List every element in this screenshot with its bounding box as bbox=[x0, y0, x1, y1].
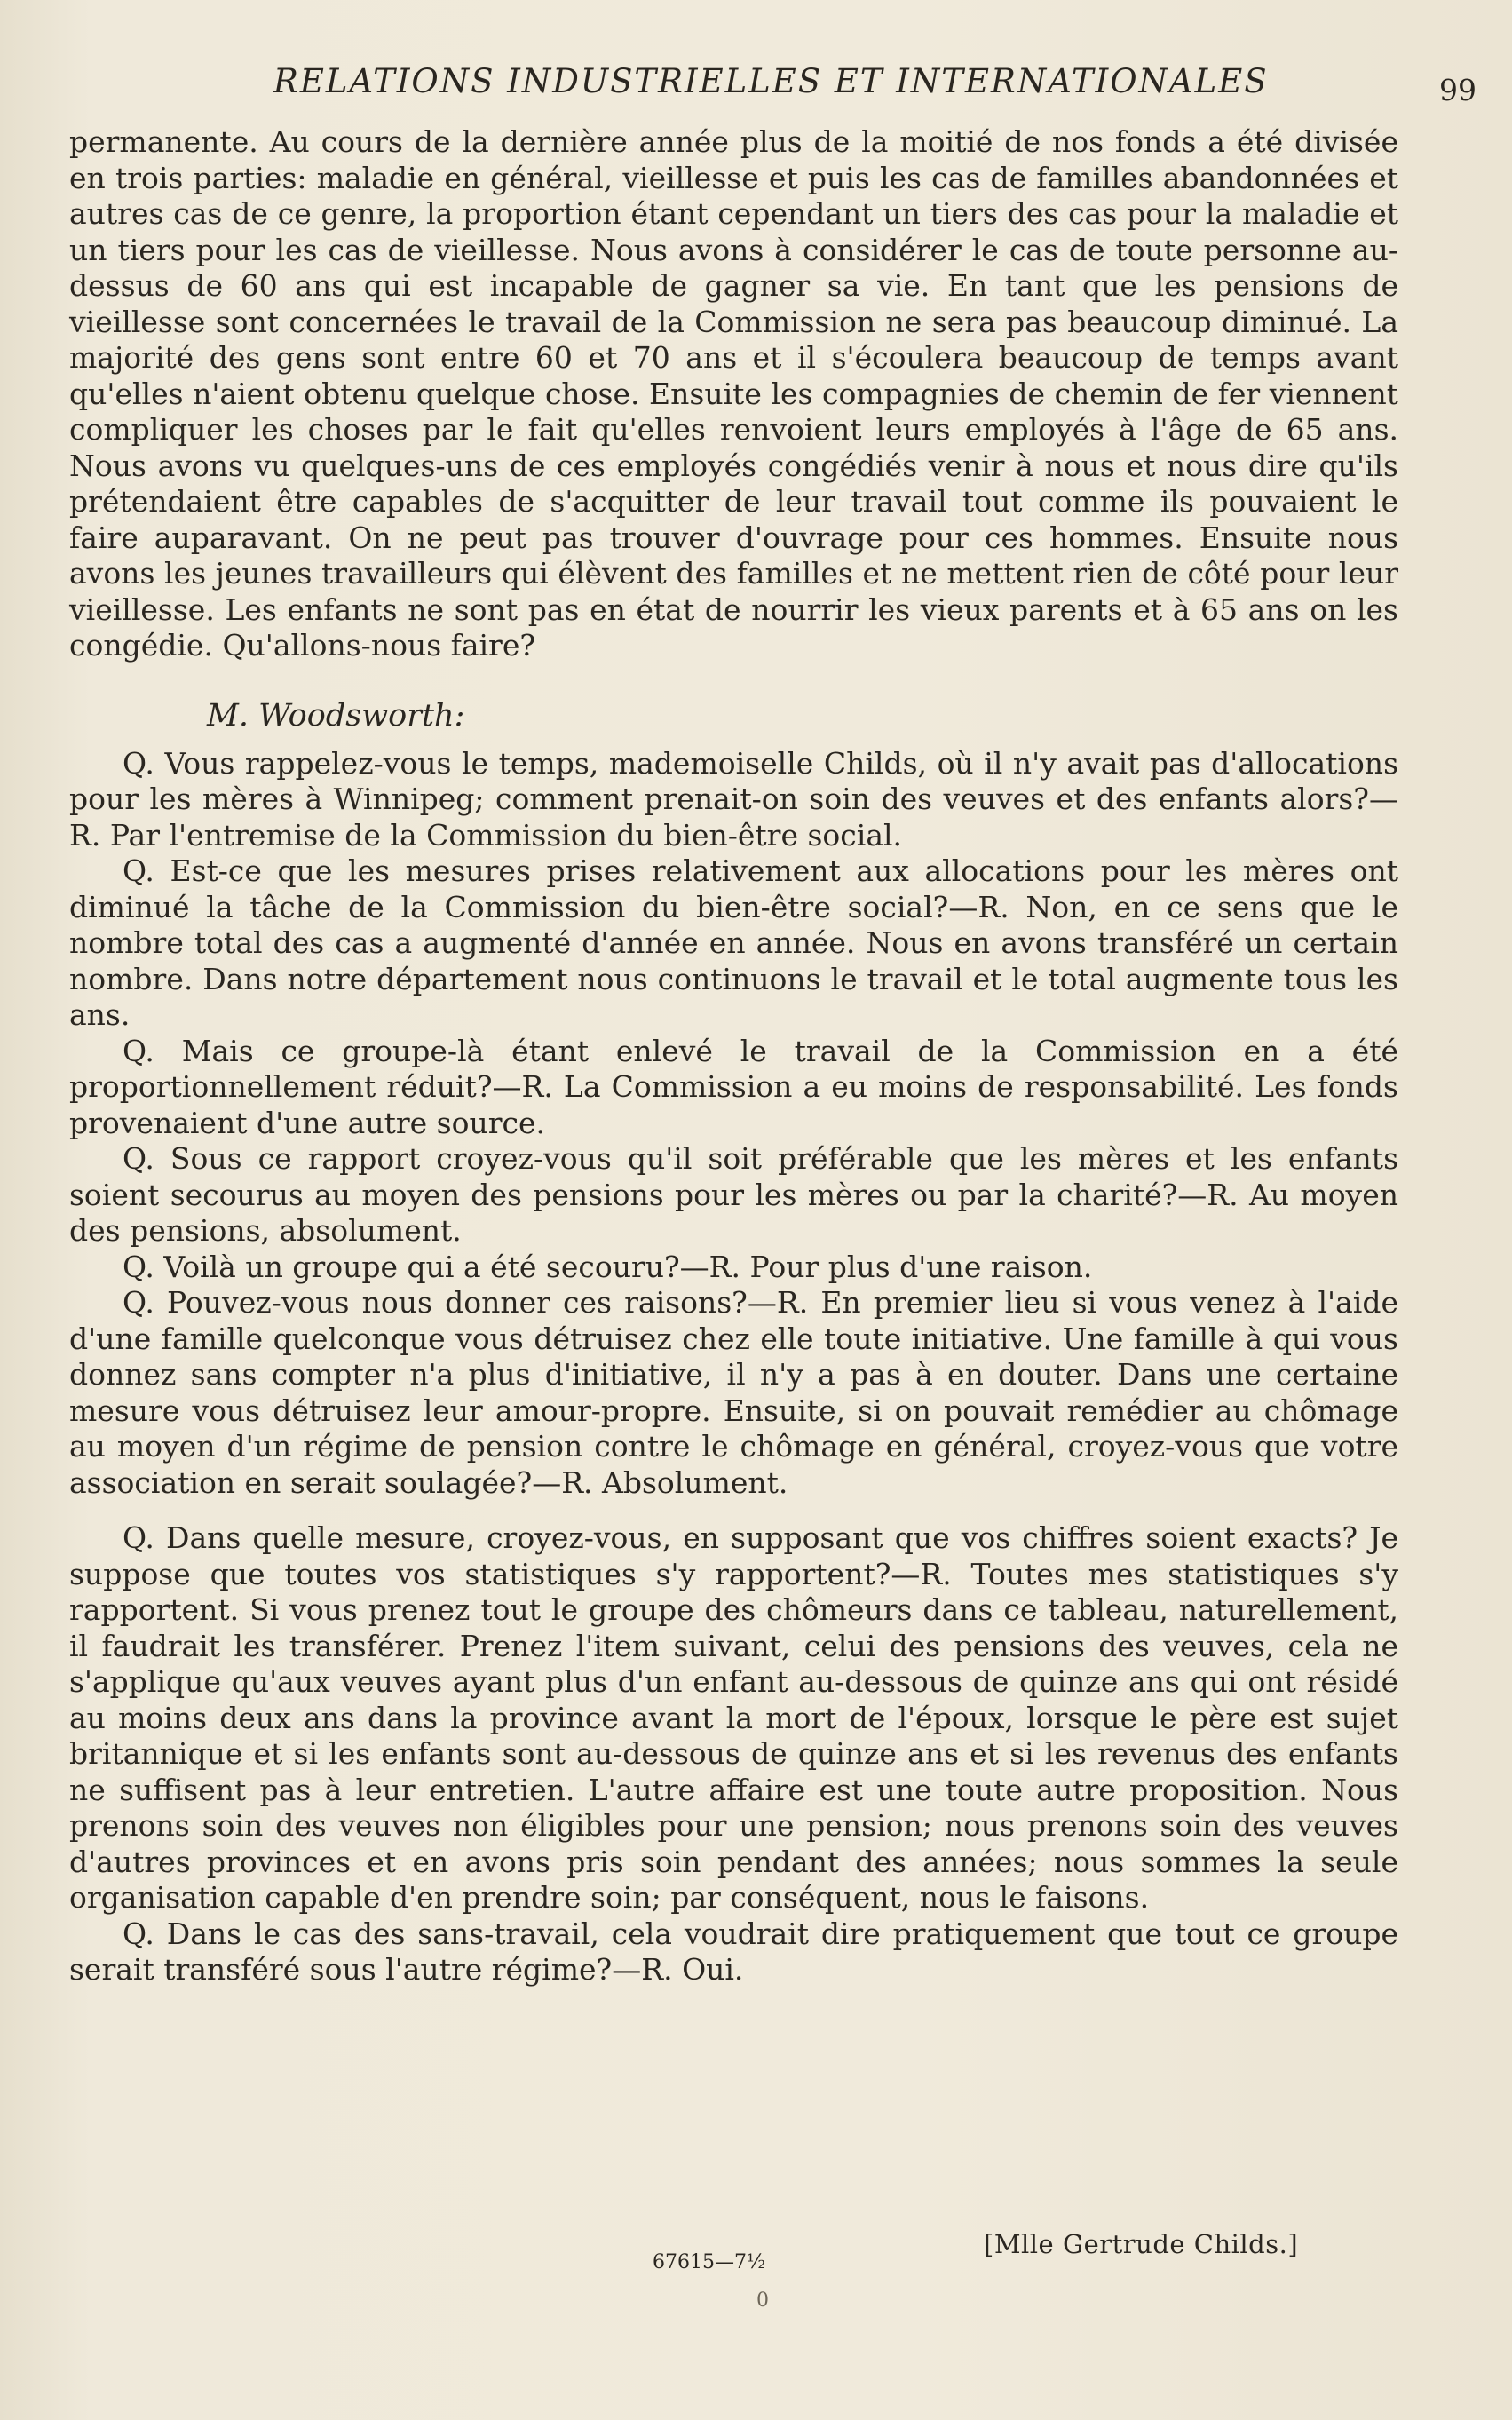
question-answer-6: Q. Pouvez-vous nous donner ces raisons?—R. En premier lieu si vous venez à l'aide d'une famille quelconque vous détruisez chez elle toute initiative. Une famille à qui vous donnez sans compter n'a plus d'initiative, il n'y a pas à en douter. Dans une certaine mesure vous détruisez leur amour-propre. Ensuite, si on pouvait remédier au chômage au moyen d'un régime de pension contre le chômage en général, croyez-vous que votre association en serait soulagée?—R. Absolument. bbox=[69, 1285, 1398, 1500]
printer-signature-code: 67615—7½ bbox=[653, 2251, 766, 2273]
question-answer-2: Q. Est-ce que les mesures prises relativement aux allocations pour les mères ont diminué la tâche de la Commission du bien-être social?—R. Non, en ce sens que le nombre total des cas a augmenté d'année en année. Nous en avons transféré un certain nombre. Dans notre département nous continuons le travail et le total augmente tous les ans. bbox=[69, 853, 1398, 1032]
question-answer-7: Q. Dans quelle mesure, croyez-vous, en supposant que vos chiffres soient exacts? Je suppose que toutes vos statistiques s'y rapportent?—R. Toutes mes statistiques s'y rapportent. Si vous prenez tout le groupe des chômeurs dans ce tableau, naturellement, il faudrait les transférer. Prenez l'item suivant, celui des pensions des veuves, cela ne s'applique qu'aux veuves ayant plus d'un enfant au-dessous de quinze ans qui ont résidé au moins deux ans dans la province avant la mort de l'époux, lorsque le père est sujet britannique et si les enfants sont au-dessous de quinze ans et si les revenus des enfants ne suffisent pas à leur entretien. L'autre affaire est une toute autre proposition. Nous prenons soin des veuves non éligibles pour une pension; nous prenons soin des veuves d'autres provinces et en avons pris soin pendant des années; nous sommes la seule organisation capable d'en prendre soin; par conséquent, nous le faisons. bbox=[69, 1520, 1398, 1915]
question-answer-8: Q. Dans le cas des sans-travail, cela voudrait dire pratiquement que tout ce groupe serait transféré sous l'autre régime?—R. Oui. bbox=[69, 1916, 1398, 1987]
witness-name: [Mlle Gertrude Childs.] bbox=[984, 2229, 1299, 2259]
question-answer-4: Q. Sous ce rapport croyez-vous qu'il soit préférable que les mères et les enfants soient secourus au moyen des pensions pour les mères ou par la charité?—R. Au moyen des pensions, absolument. bbox=[69, 1141, 1398, 1248]
page-number: 99 bbox=[1439, 73, 1476, 107]
running-head bbox=[69, 53, 1476, 107]
speaker-label: M. Woodsworth: bbox=[207, 697, 465, 734]
question-answer-1: Q. Vous rappelez-vous le temps, mademoiselle Childs, où il n'y avait pas d'allocations pour les mères à Winnipeg; comment prenait-on soin des veuves et des enfants alors?—R. Par l'entremise de la Commission du bien-être social. bbox=[69, 745, 1398, 853]
question-answer-3: Q. Mais ce groupe-là étant enlevé le travail de la Commission en a été proportionnellement réduit?—R. La Commission a eu moins de responsabilité. Les fonds provenaient d'une autre source. bbox=[69, 1033, 1398, 1140]
paragraph-testimony-continuation: permanente. Au cours de la dernière année plus de la moitié de nos fonds a été divisée en trois parties: maladie en général, vieillesse et puis les cas de familles abandonnées et autres cas de ce genre, la proportion étant cependant un tiers des cas pour la maladie et un tiers pour les cas de vieillesse. Nous avons à considérer le cas de toute personne au-dessus de 60 ans qui est incapable de gagner sa vie. En tant que les pensions de vieillesse sont concernées le travail de la Commission ne sera pas beaucoup diminué. La majorité des gens sont entre 60 et 70 ans et il s'écoulera beaucoup de temps avant qu'elles n'aient obtenu quelque chose. Ensuite les compagnies de chemin de fer viennent compliquer les choses par le fait qu'elles renvoient leurs employés à l'âge de 65 ans. Nous avons vu quelques-uns de ces employés congédiés venir à nous et nous dire qu'ils prétendaient être capables de s'acquitter de leur travail tout comme ils pouvaient le faire auparavant. On ne peut pas trouver d'ouvrage pour ces hommes. Ensuite nous avons les jeunes travailleurs qui élèvent des familles et ne mettent rien de côté pour leur vieillesse. Les enfants ne sont pas en état de nourrir les vieux parents et à 65 ans on les congédie. Qu'allons-nous faire? bbox=[69, 124, 1398, 663]
question-answer-5: Q. Voilà un groupe qui a été secouru?—R. Pour plus d'une raison. bbox=[123, 1249, 1093, 1284]
paragraph-gap bbox=[69, 1501, 1398, 1520]
running-title: RELATIONS INDUSTRIELLES ET INTERNATIONALES bbox=[273, 62, 1269, 100]
signature-mark: 0 bbox=[756, 2289, 769, 2312]
body-text bbox=[69, 124, 1398, 1988]
